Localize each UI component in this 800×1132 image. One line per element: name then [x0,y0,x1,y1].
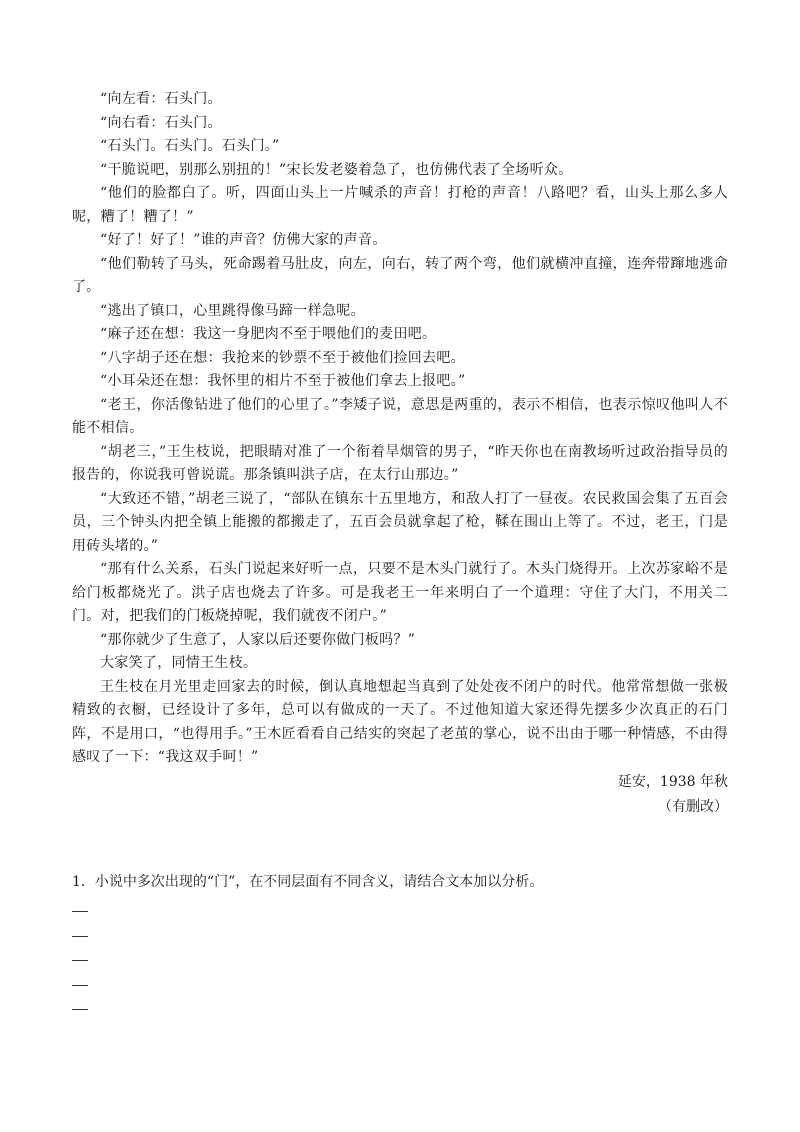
answer-line[interactable] [72,996,88,1021]
paragraph: “老王，你活像钻进了他们的心里了。”李矮子说，意思是两重的，表示不相信，也表示惊叹他叫人不能不相信。 [72,396,728,436]
question-text: 1．小说中多次出现的“门”，在不同层面有不同含义，请结合文本加以分析。 [72,874,544,890]
paragraph: “胡老三，”王生枝说，把眼睛对准了一个衔着旱烟管的男子，“昨天你也在南教场听过政治指导员的报告的，你说我可曾说谎。那条镇叫洪子店，在太行山那边。” [72,443,728,483]
answer-line[interactable] [72,972,88,997]
paragraph: “向右看：石头门。 [100,114,222,131]
signature-place-date: 延安，1938 年秋 [617,773,728,790]
paragraph: “石头门。石头门。石头门。” [100,138,280,154]
paragraph: “那你就少了生意了，人家以后还要你做门板吗？” [100,631,416,648]
paragraph: 大家笑了，同情王生枝。 [100,655,258,671]
paragraph: “向左看：石头门。 [100,91,222,107]
paragraph: “大致还不错，”胡老三说了，“部队在镇东十五里地方，和敌人打了一昼夜。农民救国会集了五百会员，三个钟头内把全镇上能搬的都搬走了，五百会员就拿起了枪，鞣在围山上等了。不过，老王，门是用砖头堵的。” [72,490,728,554]
paragraph: “小耳朵还在想：我怀里的相片不至于被他们拿去上报吧。” [100,373,466,389]
paragraph: “逃出了镇口，心里跳得像马蹄一样急呢。 [100,302,365,319]
paragraph: “他们勒转了马头，死命踢着马肚皮，向左，向右，转了两个弯，他们就横冲直撞，连奔带蹿地逃命了。 [72,255,728,295]
answer-line[interactable] [72,923,88,948]
paragraph: “麻子还在想：我这一身肥肉不至于喂他们的麦田吧。 [100,326,437,342]
signature-note: （有删改） [658,798,728,815]
paragraph: “他们的脸都白了。听，四面山头上一片喊杀的声音！打枪的声音！八路吧？看，山头上那么多人呢，糟了！糟了！” [72,185,728,225]
paragraph: “八字胡子还在想：我抢来的钞票不至于被他们捡回去吧。 [100,349,465,366]
answer-line[interactable] [72,947,88,972]
paragraph: 王生枝在月光里走回家去的时候，倒认真地想起当真到了处处夜不闭户的时代。他常常想做一张极精致的衣橱，已经设计了多年，总可以有做成的一天了。不过他知道大家还得先摆多少次真正的石门阵，不是用口，“也得用手。”王木匠看看自己结实的突起了老茧的掌心，说不出由于哪一种情感，不由得感叹了一下：“我这双手呵！” [72,678,728,765]
paragraph: “干脆说吧，别那么别扭的！”宋长发老婆着急了，也仿佛代表了全场听众。 [100,161,573,178]
article-body [72,88,728,820]
paragraph: “好了！好了！”谁的声音？仿佛大家的声音。 [100,232,387,248]
answer-area[interactable] [72,898,88,1021]
paragraph: “那有什么关系，石头门说起来好听一点，只要不是木头门就行了。木头门烧得开。上次苏家峪不是给门板都烧光了。洪子店也烧去了许多。可是我老王一年来明白了一个道理：守住了大门，不用关二门。对，把我们的门板烧掉呢，我们就夜不闭户。” [72,561,728,624]
answer-line[interactable] [72,898,88,923]
